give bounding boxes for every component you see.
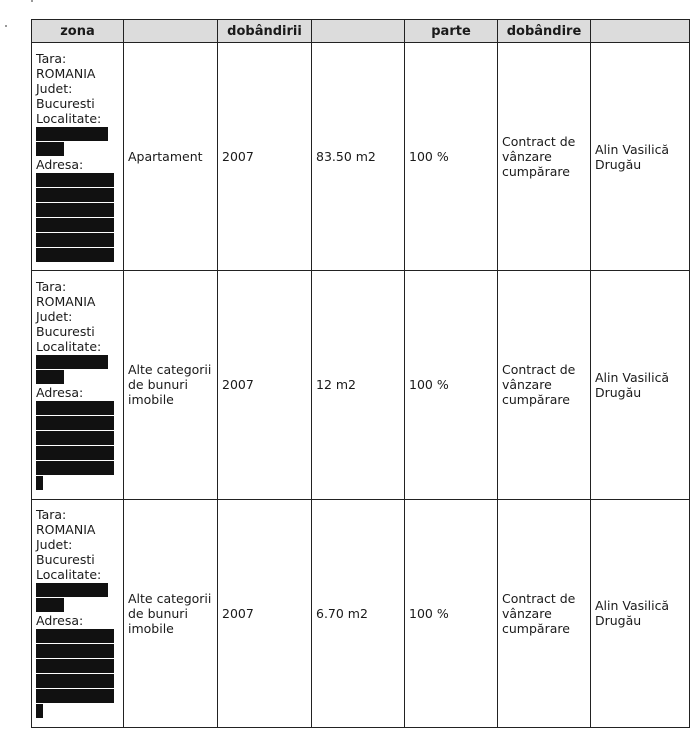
judet-value: Bucuresti [36,95,95,111]
table-row [32,43,690,271]
categorie-cell: Apartament [124,43,218,271]
an-cell: 2007 [218,43,312,271]
mod-cell: Contract de vânzare cumpărare [498,499,591,727]
adresa-label: Adresa: [36,156,84,172]
suprafata-cell: 12 m2 [312,271,405,499]
tara-value: ROMANIA [36,293,96,309]
suprafata-cell: 83.50 m2 [312,43,405,271]
zone-cell [32,499,124,727]
cota-cell: 100 % [405,43,498,271]
redaction-bar [36,689,114,703]
cota-cell: 100 % [405,499,498,727]
redaction-bar [36,598,64,612]
mod-cell: Contract de vânzare cumpărare [498,271,591,499]
localitate-label: Localitate: [36,338,102,354]
judet-label: Judet: [36,537,73,553]
header-row [32,20,690,43]
judet-label: Judet: [36,308,73,324]
tara-value: ROMANIA [36,522,96,538]
judet-label: Judet: [36,80,73,96]
redaction-bar [36,233,114,247]
header-categorie [124,20,218,43]
cota-cell: 100 % [405,271,498,499]
redaction-bar [36,188,114,202]
table-row [32,271,690,499]
header-suprafata [312,20,405,43]
header-cota-parte: parte [405,20,498,43]
tara-label: Tara: [36,50,67,66]
suprafata-cell: 6.70 m2 [312,499,405,727]
tara-label: Tara: [36,507,67,523]
localitate-label: Localitate: [36,567,102,583]
header-anul-dobandirii: dobândirii [218,20,312,43]
redaction-bar [36,416,114,430]
redaction-bar [36,173,114,187]
tara-label: Tara: [36,278,67,294]
titular-cell: Alin Vasilică Drugău [591,43,690,271]
redaction-bar [36,431,114,445]
redaction-bar [36,629,114,643]
adresa-label: Adresa: [36,613,84,629]
redaction-bar [36,142,64,156]
an-cell: 2007 [218,499,312,727]
redaction-bar [36,704,43,718]
header-modul-dobandire: dobândire [498,20,591,43]
redaction-bar [36,644,114,658]
categorie-cell: Alte categorii de bunuri imobile [124,499,218,727]
redaction-bar [36,674,114,688]
redaction-bar [36,583,108,597]
zone-cell [32,271,124,499]
header-titular [591,20,690,43]
zone-cell [32,43,124,271]
table-row [32,499,690,727]
judet-value: Bucuresti [36,552,95,568]
localitate-label: Localitate: [36,110,102,126]
redaction-bar [36,476,43,490]
mod-cell: Contract de vânzare cumpărare [498,43,591,271]
redaction-bar [36,370,64,384]
an-cell: 2007 [218,271,312,499]
redaction-bar [36,446,114,460]
tara-value: ROMANIA [36,65,96,81]
adresa-label: Adresa: [36,384,84,400]
redaction-bar [36,248,114,262]
redaction-bar [36,355,108,369]
redaction-bar [36,659,114,673]
judet-value: Bucuresti [36,323,95,339]
scan-speck [5,25,7,27]
redaction-bar [36,203,114,217]
scan-speck [31,0,33,2]
property-table [31,19,690,728]
titular-cell: Alin Vasilică Drugău [591,271,690,499]
titular-cell: Alin Vasilică Drugău [591,499,690,727]
categorie-cell: Alte categorii de bunuri imobile [124,271,218,499]
redaction-bar [36,461,114,475]
redaction-bar [36,127,108,141]
redaction-bar [36,401,114,415]
header-zona: zona [32,20,124,43]
redaction-bar [36,218,114,232]
